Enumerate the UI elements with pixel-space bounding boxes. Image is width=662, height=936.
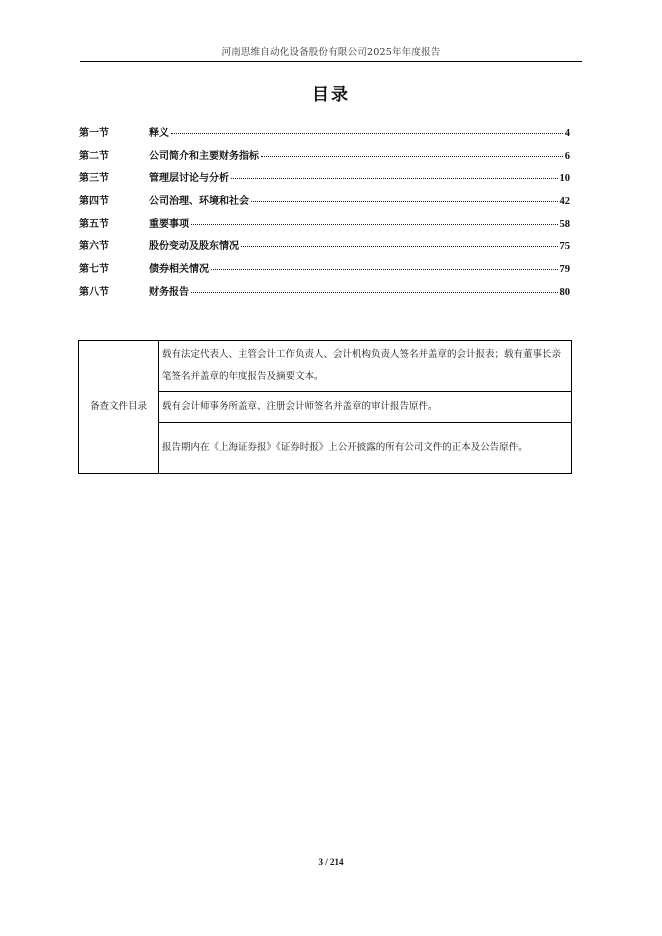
toc-page-number: 75: [559, 241, 570, 253]
toc-entry-1[interactable]: [79, 124, 570, 147]
toc-dot-leader: [191, 292, 558, 293]
toc-section-name: 股份变动及股东情况: [149, 241, 239, 253]
toc-dot-leader: [261, 156, 563, 157]
toc-dot-leader: [241, 246, 558, 247]
toc-dot-leader: [191, 224, 558, 225]
toc-section-number: 第七节: [79, 264, 109, 276]
toc-section-name: 释义: [149, 128, 169, 139]
page-number: 3 / 214: [318, 857, 344, 867]
toc-section-number: 第四节: [79, 196, 109, 208]
toc-section-number: 第一节: [79, 128, 109, 139]
toc-section-name: 管理层讨论与分析: [149, 173, 229, 185]
toc-dot-leader: [251, 201, 558, 202]
toc-page-number: 79: [559, 264, 570, 276]
toc-entry-7[interactable]: [79, 260, 570, 283]
reference-docs-label: 备查文件目录: [79, 341, 159, 474]
reference-doc-item: 载有法定代表人、主管会计工作负责人、会计机构负责人签名并盖章的会计报表；载有董事长亲笔签名并盖章的年度报告及摘要文本。: [159, 341, 572, 392]
toc-page-number: 6: [564, 150, 570, 162]
reference-doc-item: 报告期内在《上海证券报》《证券时报》上公开披露的所有公司文件的正本及公告原件。: [159, 423, 572, 474]
toc-entry-3[interactable]: [79, 169, 570, 192]
toc-section-number: 第三节: [79, 173, 109, 185]
toc-dot-leader: [231, 178, 558, 179]
reference-doc-item: 载有会计师事务所盖章、注册会计师签名并盖章的审计报告原件。: [159, 392, 572, 423]
header-divider: [80, 61, 582, 62]
table-of-contents: [79, 124, 570, 306]
toc-section-name: 财务报告: [149, 286, 189, 298]
page-header: 河南思维自动化设备股份有限公司2025年年度报告: [221, 47, 441, 58]
toc-section-name: 公司治理、环境和社会: [149, 196, 249, 208]
toc-dot-leader: [211, 269, 558, 270]
toc-page-number: 4: [564, 128, 570, 139]
toc-section-number: 第八节: [79, 286, 109, 298]
reference-documents-table: [78, 340, 572, 474]
toc-entry-5[interactable]: [79, 215, 570, 238]
toc-section-number: 第二节: [79, 150, 109, 162]
toc-page-number: 80: [559, 286, 570, 298]
toc-entry-4[interactable]: [79, 192, 570, 215]
toc-section-number: 第六节: [79, 241, 109, 253]
toc-entry-6[interactable]: [79, 237, 570, 260]
toc-section-name: 重要事项: [149, 218, 189, 230]
toc-page-number: 10: [559, 173, 570, 185]
toc-section-number: 第五节: [79, 218, 109, 230]
toc-page-number: 58: [559, 218, 570, 230]
toc-entry-8[interactable]: [79, 283, 570, 306]
table-row: [79, 341, 572, 392]
toc-entry-2[interactable]: [79, 147, 570, 170]
toc-section-name: 债券相关情况: [149, 264, 209, 276]
toc-page-number: 42: [559, 196, 570, 208]
toc-title: 目录: [312, 85, 350, 105]
toc-dot-leader: [171, 133, 563, 134]
toc-section-name: 公司简介和主要财务指标: [149, 150, 259, 162]
